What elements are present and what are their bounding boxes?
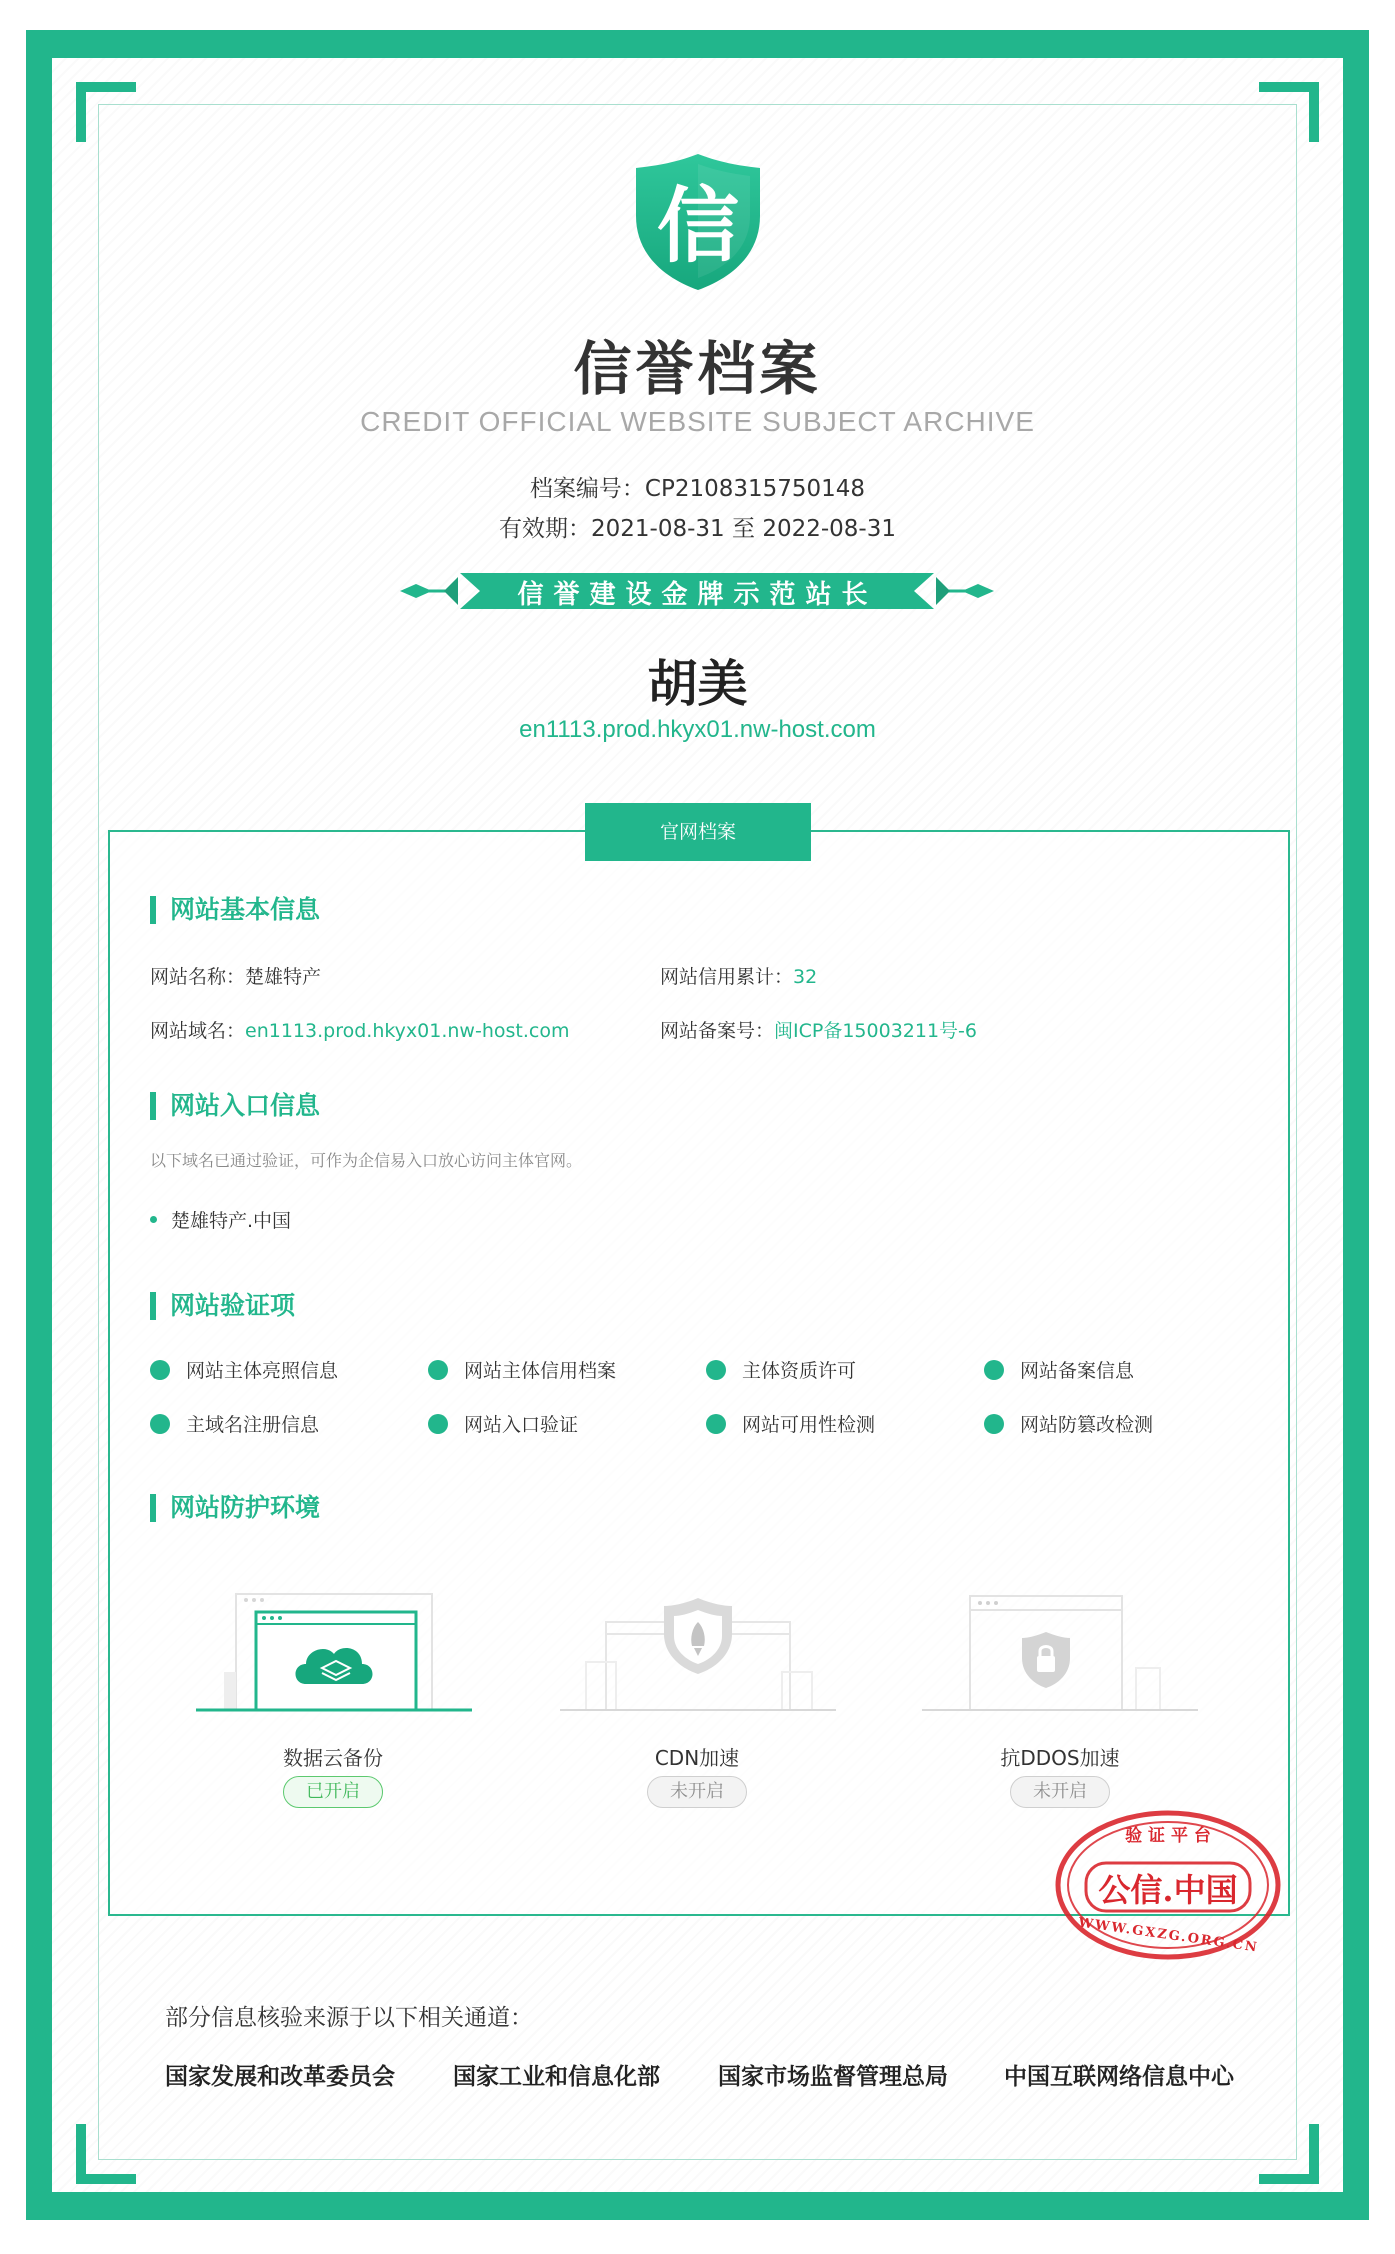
validity-line [0,510,1395,543]
site-name-label: 网站名称： [150,966,246,988]
verification-seal-stamp [1052,1805,1284,1965]
ddos-lock-icon [922,1588,1198,1716]
entry-domain-item[interactable] [150,1206,291,1233]
cdn-shield-icon [560,1588,836,1716]
source-ndrc: 国家发展和改革委员会 [165,2064,395,2090]
verify-item-label: 网站主体亮照信息 [186,1360,339,1382]
protection-label-ddos: 抗DDOS加速 [1000,1746,1120,1770]
corner-ornament-bottom-right [1259,2124,1319,2184]
entry-note: 以下域名已通过验证，可作为企信易入口放心访问主体官网。 [150,1151,583,1170]
verify-item-label: 主域名注册信息 [186,1414,320,1436]
validity-end: 2022-08-31 [762,516,896,542]
verify-item [706,1358,856,1384]
verify-item-label: 网站备案信息 [1020,1360,1135,1382]
verify-item [150,1358,338,1384]
page-title: 信誉档案 [573,335,822,403]
seal-center-text: 公信.中国 [1098,1871,1238,1909]
credit-total-label: 网站信用累计： [660,966,794,988]
credit-total-row [660,962,817,989]
verify-item [706,1412,875,1438]
status-badge-cdn: 未开启 [647,1776,747,1808]
section-title-protection: 网站防护环境 [150,1494,320,1522]
verify-item-label: 主体资质许可 [742,1360,857,1382]
icp-row [660,1016,977,1043]
honor-ribbon-text: 信誉建设金牌示范站长 [517,580,878,610]
verify-item [150,1412,319,1438]
verify-item [984,1412,1153,1438]
sources-intro: 部分信息核验来源于以下相关通道： [165,2005,533,2031]
check-dot-icon [706,1360,726,1380]
verify-item [984,1358,1134,1384]
section-title-entry-info: 网站入口信息 [150,1092,320,1120]
source-miit: 国家工业和信息化部 [453,2064,660,2090]
status-badge-cloud-backup: 已开启 [283,1776,383,1808]
cloud-backup-icon [196,1588,472,1716]
site-domain-link[interactable]: en1113.prod.hkyx01.nw-host.com [245,1020,570,1042]
tab-official-archive[interactable]: 官网档案 [585,803,811,861]
status-badge-ddos: 未开启 [1010,1776,1110,1808]
validity-label: 有效期： [499,516,592,542]
seal-bottom-text: WWW.GXZG.ORG.CN [1077,1915,1260,1956]
owner-domain-link[interactable]: en1113.prod.hkyx01.nw-host.com [519,716,876,743]
section-title-basic-info: 网站基本信息 [150,896,320,924]
source-samr: 国家市场监督管理总局 [718,2064,948,2090]
verify-item [428,1358,616,1384]
source-cnnic: 中国互联网络信息中心 [1004,2064,1234,2090]
protection-label-cloud-backup: 数据云备份 [283,1746,383,1770]
seal-top-text: 验 证 平 台 [1125,1826,1211,1846]
check-dot-icon [984,1414,1004,1434]
check-dot-icon [984,1360,1004,1380]
shield-logo-char: 信 [656,179,740,274]
validity-start: 2021-08-31 [591,516,725,542]
protection-label-cdn: CDN加速 [654,1746,740,1770]
check-dot-icon [150,1360,170,1380]
site-name-value: 楚雄特产 [245,966,322,988]
check-dot-icon [428,1414,448,1434]
check-dot-icon [706,1414,726,1434]
bullet-icon [150,1216,157,1223]
corner-ornament-top-left [76,82,136,142]
entry-domain-text: 楚雄特产.中国 [171,1210,292,1232]
site-domain-label: 网站域名： [150,1020,246,1042]
page-subtitle: CREDIT OFFICIAL WEBSITE SUBJECT ARCHIVE [360,406,1035,437]
icp-link[interactable]: 闽ICP备15003211号-6 [774,1020,977,1042]
check-dot-icon [150,1414,170,1434]
archive-number-line [0,470,1395,503]
owner-name: 胡美 [647,655,748,713]
validity-separator: 至 [732,516,755,542]
verify-item [428,1412,578,1438]
section-title-verification: 网站验证项 [150,1292,295,1320]
icp-label: 网站备案号： [660,1020,775,1042]
credit-shield-logo-icon [632,150,764,294]
archive-number-value: CP2108315750148 [644,476,866,502]
credit-total-value: 32 [793,966,818,988]
site-domain-row [150,1016,569,1043]
archive-number-label: 档案编号： [529,476,645,502]
verify-item-label: 网站防篡改检测 [1020,1414,1154,1436]
corner-ornament-top-right [1259,82,1319,142]
site-name-row [150,962,321,989]
corner-ornament-bottom-left [76,2124,136,2184]
check-dot-icon [428,1360,448,1380]
verify-item-label: 网站主体信用档案 [464,1360,617,1382]
verify-item-label: 网站入口验证 [464,1414,579,1436]
verify-item-label: 网站可用性检测 [742,1414,876,1436]
